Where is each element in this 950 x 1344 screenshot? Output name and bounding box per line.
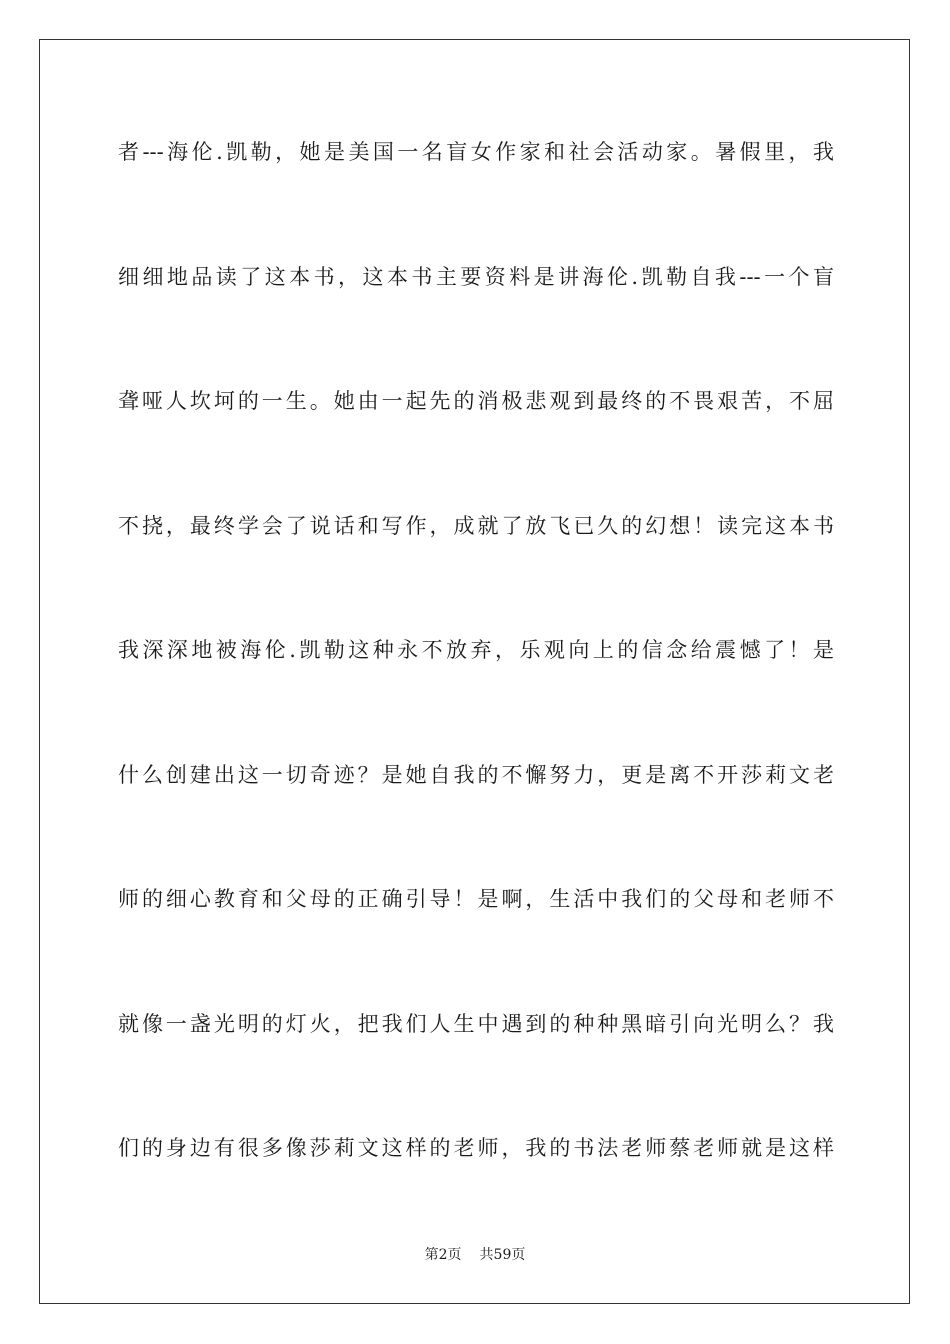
text-line-1: 者---海伦.凯勒，她是美国一名盲女作家和社会活动家。暑假里，我	[118, 140, 834, 164]
text-line-9: 们的身边有很多像莎莉文这样的老师，我的书法老师蔡老师就是这样	[118, 1136, 834, 1160]
text-line-4: 不挠，最终学会了说话和写作，成就了放飞已久的幻想！读完这本书	[118, 513, 834, 538]
text-line-8: 就像一盏光明的灯火，把我们人生中遇到的种种黑暗引向光明么？我	[118, 1011, 834, 1036]
text-line-7: 师的细心教育和父母的正确引导！是啊，生活中我们的父母和老师不	[118, 887, 834, 911]
document-body	[118, 128, 834, 1249]
text-line-3: 聋哑人坎坷的一生。她由一起先的消极悲观到最终的不畏艰苦，不屈	[118, 389, 834, 413]
text-line-2: 细细地品读了这本书，这本书主要资料是讲海伦.凯勒自我---一个盲	[118, 264, 834, 289]
page-footer	[0, 1244, 950, 1264]
text-line-6: 什么创建出这一切奇迹？是她自我的不懈努力，更是离不开莎莉文老	[118, 762, 834, 787]
current-page-number: 第2页	[424, 1247, 462, 1263]
total-page-count: 共59页	[479, 1247, 526, 1263]
text-line-5: 我深深地被海伦.凯勒这种永不放弃，乐观向上的信念给震憾了！是	[118, 638, 834, 662]
